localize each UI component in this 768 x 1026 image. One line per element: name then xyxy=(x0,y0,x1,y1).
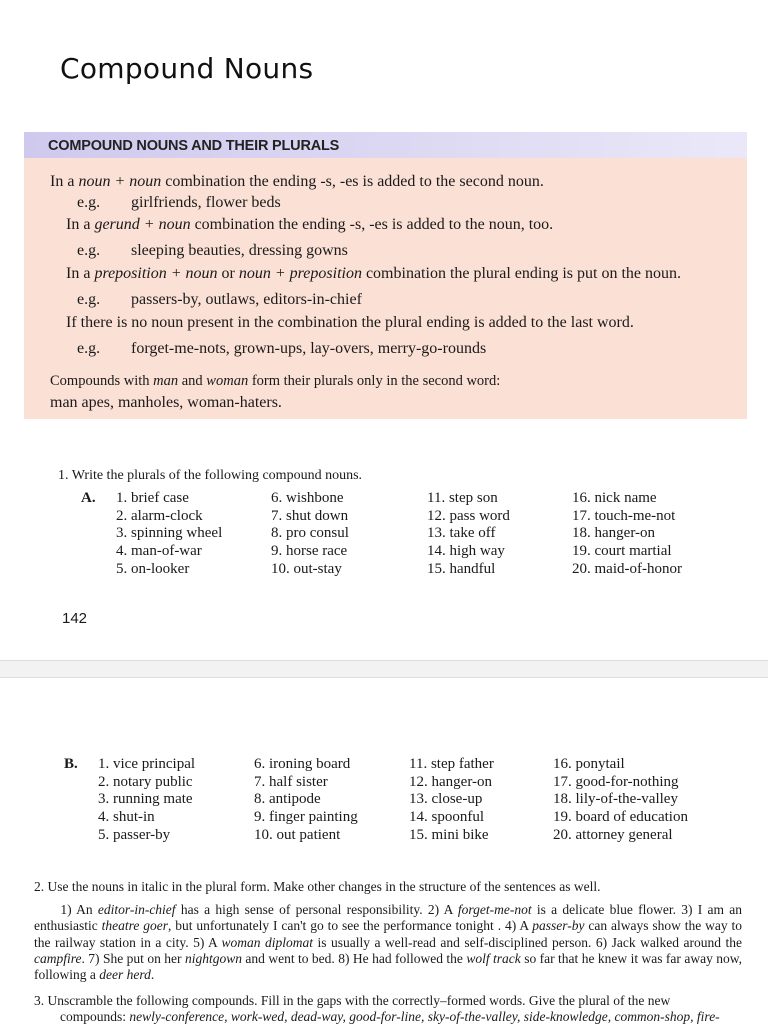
list-item: 7. half sister xyxy=(254,773,328,790)
section-b-label: B. xyxy=(64,756,78,772)
page-number: 142 xyxy=(62,610,88,627)
list-item: 16. nick name xyxy=(572,490,657,506)
list-item: 1. brief case xyxy=(116,490,189,506)
eg-label: e.g. xyxy=(77,291,101,308)
list-item: 10. out patient xyxy=(254,826,341,843)
rule-noun-noun: In a noun + noun combination the ending -s, -es is added to the second noun. xyxy=(50,173,544,190)
list-item: 17. good-for-nothing xyxy=(553,773,679,790)
slide-title: Compound Nouns xyxy=(60,52,314,85)
section-a-label: A. xyxy=(81,490,96,506)
list-item: 5. passer-by xyxy=(98,826,171,843)
section-a-column-4 xyxy=(572,490,682,579)
eg-label: e.g. xyxy=(77,340,101,357)
page-divider xyxy=(0,660,768,678)
list-item: 8. antipode xyxy=(254,791,321,808)
list-item: 7. shut down xyxy=(271,507,349,524)
list-item: 9. finger painting xyxy=(254,809,358,826)
list-item: 14. high way xyxy=(427,543,505,560)
section-b-column-2 xyxy=(254,756,358,845)
list-item: 4. man-of-war xyxy=(116,543,202,560)
list-item: 2. alarm-clock xyxy=(116,507,203,524)
list-item: 3. running mate xyxy=(98,791,193,808)
rules-box xyxy=(24,132,747,419)
list-item: 19. court martial xyxy=(572,543,672,560)
rule-gerund-noun: In a gerund + noun combination the ending -s, -es is added to the noun, too. xyxy=(66,216,554,233)
list-item: 6. wishbone xyxy=(271,490,344,506)
rule-no-noun: If there is no noun present in the combination the plural ending is added to the last word. xyxy=(66,314,634,331)
section-b-column-3 xyxy=(409,756,494,845)
list-item: 6. ironing board xyxy=(254,756,351,772)
list-item: 19. board of education xyxy=(553,809,688,826)
exercise1-instruction: 1. Write the plurals of the following compound nouns. xyxy=(58,468,363,483)
list-item: 10. out-stay xyxy=(271,560,342,577)
list-item: 12. pass word xyxy=(427,507,510,524)
list-item: 8. pro consul xyxy=(271,525,349,542)
rule-man-woman-examples: man apes, manholes, woman-haters. xyxy=(50,394,282,411)
rule-man-woman: Compounds with man and woman form their plurals only in the second word: xyxy=(50,373,501,389)
list-item: 13. close-up xyxy=(409,791,483,808)
list-item: 20. maid-of-honor xyxy=(572,560,682,577)
exercise3-line-2: compounds: newly-conference, work-wed, dead-way, good-for-line, sky-of-the-valley, side-knowledge, common-shop, fire- xyxy=(60,1009,720,1025)
example-line: passers-by, outlaws, editors-in-chief xyxy=(131,291,362,308)
eg-label: e.g. xyxy=(77,242,101,259)
list-item: 5. on-looker xyxy=(116,560,190,577)
eg-label: e.g. xyxy=(77,194,101,211)
example-line: girlfriends, flower beds xyxy=(131,194,281,211)
list-item: 18. hanger-on xyxy=(572,525,656,542)
section-a-column-1 xyxy=(116,490,222,579)
list-item: 17. touch-me-not xyxy=(572,507,676,524)
list-item: 4. shut-in xyxy=(98,809,155,826)
example-line: forget-me-nots, grown-ups, lay-overs, merry-go-rounds xyxy=(131,340,487,357)
exercise3-line-1: 3. Unscramble the following compounds. Fill in the gaps with the correctly–formed words. Give the plural of the new xyxy=(34,993,671,1008)
list-item: 11. step father xyxy=(409,756,494,772)
section-a-column-3 xyxy=(427,490,510,579)
exercise2-instruction: 2. Use the nouns in italic in the plural form. Make other changes in the structure of the sentences as well. xyxy=(34,879,601,894)
example-line: sleeping beauties, dressing gowns xyxy=(131,242,348,259)
list-item: 15. mini bike xyxy=(409,826,489,843)
list-item: 14. spoonful xyxy=(409,809,484,826)
list-item: 3. spinning wheel xyxy=(116,525,223,542)
list-item: 2. notary public xyxy=(98,773,193,790)
list-item: 16. ponytail xyxy=(553,756,625,772)
rules-box-header: COMPOUND NOUNS AND THEIR PLURALS xyxy=(24,132,747,158)
exercise3-instruction xyxy=(34,993,742,1026)
list-item: 20. attorney general xyxy=(553,826,673,843)
list-item: 18. lily-of-the-valley xyxy=(553,791,678,808)
list-item: 13. take off xyxy=(427,525,496,542)
list-item: 11. step son xyxy=(427,490,498,506)
section-b-column-4 xyxy=(553,756,688,845)
list-item: 12. hanger-on xyxy=(409,773,493,790)
exercise2-sentences: 1) An editor-in-chief has a high sense of personal responsibility. 2) A forget-me-not is a delicate blue flower. 3) I am an enthusiastic theatre goer, but unfortunately I can't go to see the performance tonight . 4) A passer-by can always show the way to the railway station in a city. 5) A woman diplomat is usually a well-read and self-disciplined person. 6) Jack walked around the campfire. 7) She put on her nightgown and went to bed. 8) He had followed the wolf track so far that he knew it was far away now, following a deer herd. xyxy=(34,902,743,983)
rule-preposition-noun: In a preposition + noun or noun + preposition combination the plural ending is put on the noun. xyxy=(66,265,682,282)
section-b-column-1 xyxy=(98,756,195,845)
list-item: 1. vice principal xyxy=(98,756,196,772)
section-a-column-2 xyxy=(271,490,349,579)
list-item: 9. horse race xyxy=(271,543,348,560)
list-item: 15. handful xyxy=(427,560,496,577)
